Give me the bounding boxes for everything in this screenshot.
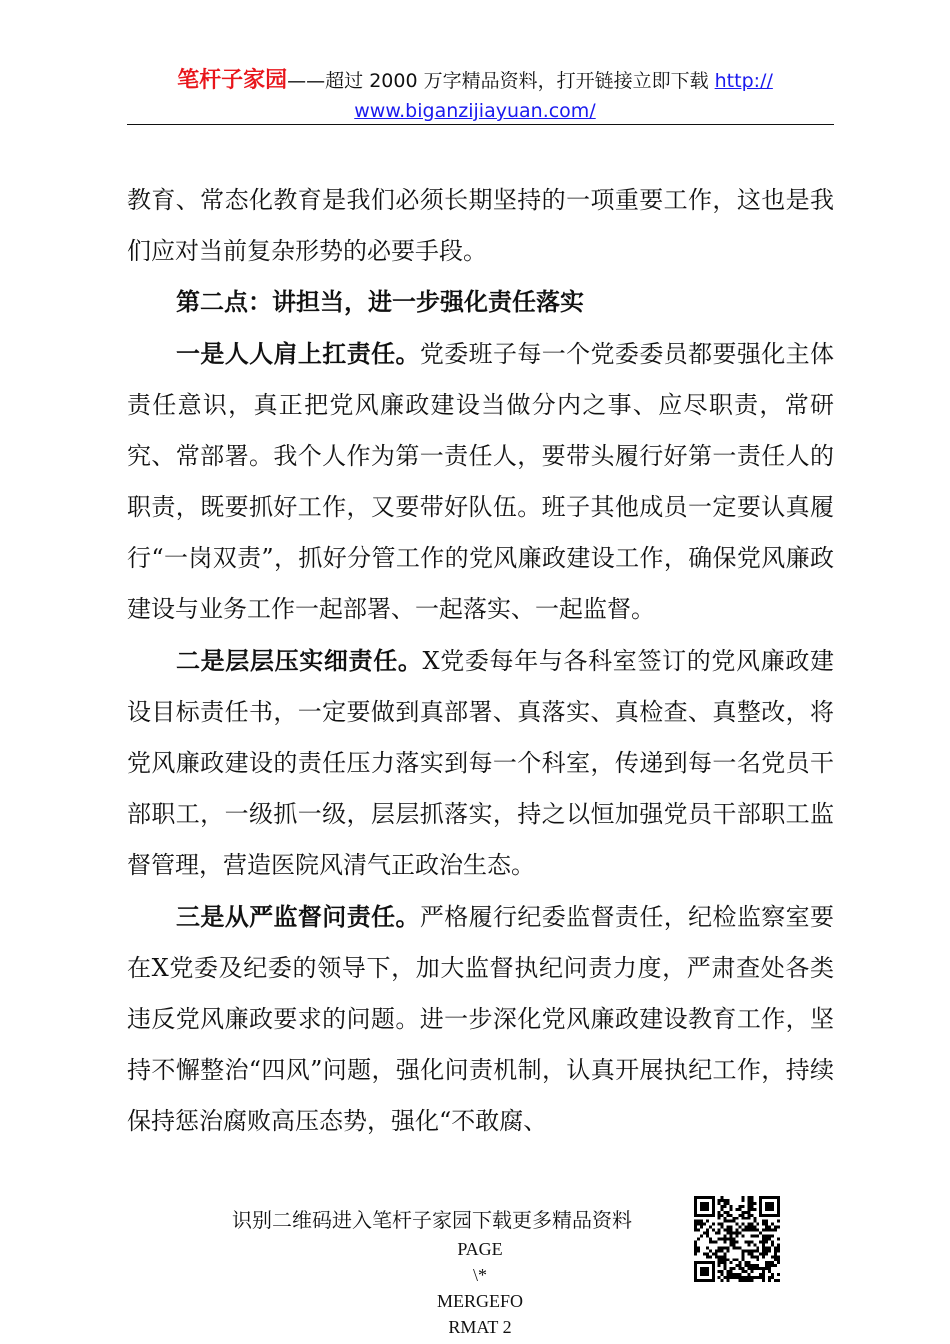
- paragraph-responsibility-1: [127, 328, 834, 635]
- brand-name: 笔杆子家园: [177, 68, 288, 93]
- header-line-2: [0, 96, 950, 126]
- paragraph-body-3: 严格履行纪委监督责任，纪检监察室要在X党委及纪委的领导下，加大监督执纪问责力度，严肃查处各类违反党风廉政要求的问题。进一步深化党风廉政建设教育工作，坚持不懈整治“四风”问题，强化问责机制，认真开展执纪工作，持续保持惩治腐败高压态势，强化“不敢腐、: [127, 903, 835, 1135]
- footer-caption: 识别二维码进入笔杆子家园下载更多精品资料: [232, 1208, 632, 1232]
- header-divider: [127, 124, 834, 125]
- header-tagline: ——超过 2000 万字精品资料，打开链接立即下载: [287, 70, 715, 92]
- header-line-1: [0, 66, 950, 96]
- qr-code-icon[interactable]: [694, 1196, 780, 1282]
- download-link-part1[interactable]: http://: [714, 70, 773, 92]
- paragraph-lead-3: 三是从严监督问责任。: [176, 902, 420, 931]
- paragraph-responsibility-3: [127, 891, 834, 1147]
- paragraph-body-1: 党委班子每一个党委委员都要强化主体责任意识，真正把党风廉政建设当做分内之事、应尽职责，常研究、常部署。我个人作为第一责任人，要带头履行好第一责任人的职责，既要抓好工作，又要带好队伍。班子其他成员一定要认真履行“一岗双责”，抓好分管工作的党风廉政建设工作，确保党风廉政建设与业务工作一起部署、一起落实、一起监督。: [127, 340, 835, 623]
- page-number-field: PAGE \* MERGEFO RMAT 2: [436, 1239, 523, 1337]
- paragraph-lead-2: 二是层层压实细责任。: [176, 646, 423, 675]
- paragraph-lead-1: 一是人人肩上扛责任。: [176, 339, 420, 368]
- section-heading: 第二点：讲担当，进一步强化责任落实: [176, 288, 584, 316]
- paragraph-responsibility-2: [127, 635, 834, 891]
- paragraph-continuation: 教育、常态化教育是我们必须长期坚持的一项重要工作，这也是我们应对当前复杂形势的必要手段。: [127, 186, 834, 265]
- page-header: [0, 66, 950, 126]
- download-link-part2[interactable]: www.biganzijiayuan.com/: [354, 100, 596, 122]
- paragraph-body-2: X党委每年与各科室签订的党风廉政建设目标责任书，一定要做到真部署、真落实、真检查、真整改，将党风廉政建设的责任压力落实到每一个科室，传递到每一名党员干部职工，一级抓一级，层层抓落实，持之以恒加强党员干部职工监督管理，营造医院风清气正政治生态。: [127, 647, 835, 879]
- document-body: [127, 175, 834, 1147]
